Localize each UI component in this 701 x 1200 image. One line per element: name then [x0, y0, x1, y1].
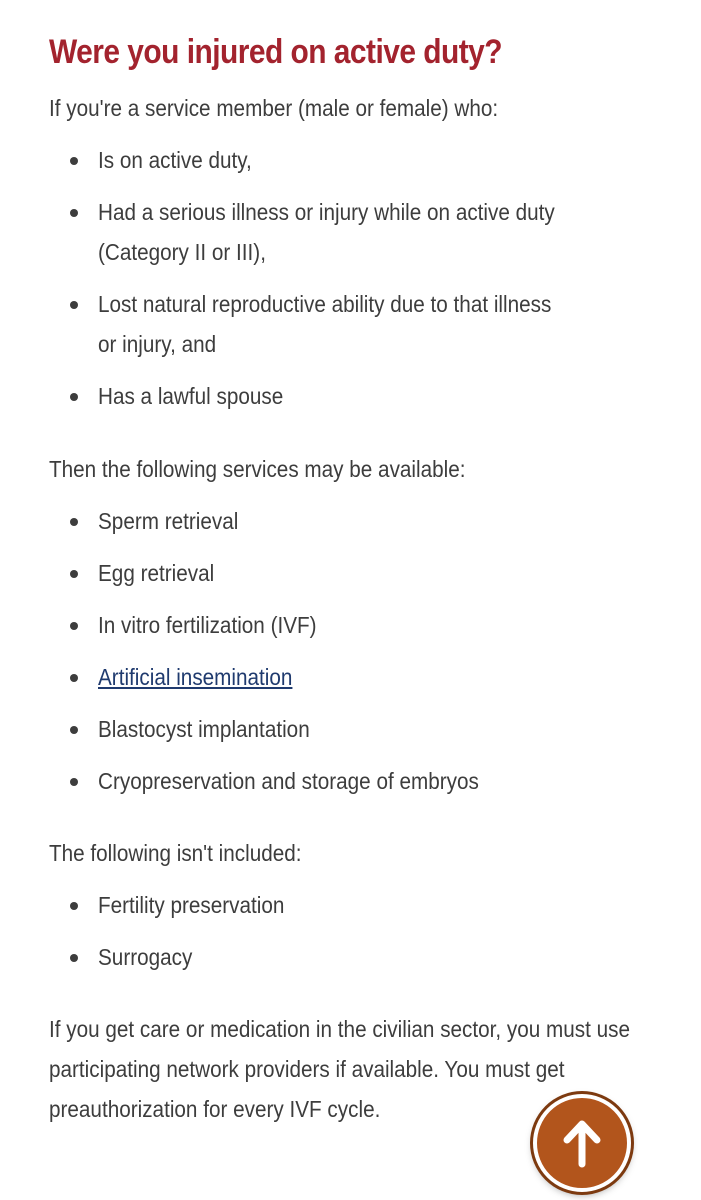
criteria-intro: If you're a service member (male or female) who:: [49, 95, 499, 121]
section-heading: Were you injured on active duty?: [49, 33, 503, 71]
bullet-icon: [70, 518, 78, 526]
list-item: [49, 657, 669, 697]
services-intro: Then the following services may be available:: [49, 456, 466, 482]
criteria-list: [49, 140, 669, 416]
list-item: Sperm retrieval: [49, 501, 669, 541]
main-content: [49, 30, 669, 1129]
bullet-icon: [70, 393, 78, 401]
list-item: In vitro fertilization (IVF): [49, 605, 669, 645]
list-item: Has a lawful spouse: [49, 376, 669, 416]
services-list: [49, 501, 669, 801]
bullet-icon: [70, 954, 78, 962]
artificial-insemination-link[interactable]: Artificial insemination: [98, 664, 293, 690]
footer-paragraph: If you get care or medication in the civilian sector, you must use participating network providers if available. You must get preauthorization for every IVF cycle.: [49, 1016, 631, 1122]
list-item: Lost natural reproductive ability due to that illness or injury, and: [49, 284, 669, 364]
excluded-intro: The following isn't included:: [49, 840, 302, 866]
bullet-icon: [70, 209, 78, 217]
bullet-icon: [70, 622, 78, 630]
back-to-top-button[interactable]: [533, 1094, 631, 1192]
list-item: Egg retrieval: [49, 553, 669, 593]
bullet-icon: [70, 674, 78, 682]
arrow-up-icon: [559, 1118, 605, 1168]
list-item: Fertility preservation: [49, 885, 669, 925]
list-item: Blastocyst implantation: [49, 709, 669, 749]
list-item: Had a serious illness or injury while on active duty (Category II or III),: [49, 192, 669, 272]
bullet-icon: [70, 902, 78, 910]
bullet-icon: [70, 301, 78, 309]
excluded-list: [49, 885, 669, 977]
bullet-icon: [70, 778, 78, 786]
list-item: Cryopreservation and storage of embryos: [49, 761, 669, 801]
bullet-icon: [70, 157, 78, 165]
list-item: Surrogacy: [49, 937, 669, 977]
list-item: Is on active duty,: [49, 140, 669, 180]
bullet-icon: [70, 726, 78, 734]
bullet-icon: [70, 570, 78, 578]
